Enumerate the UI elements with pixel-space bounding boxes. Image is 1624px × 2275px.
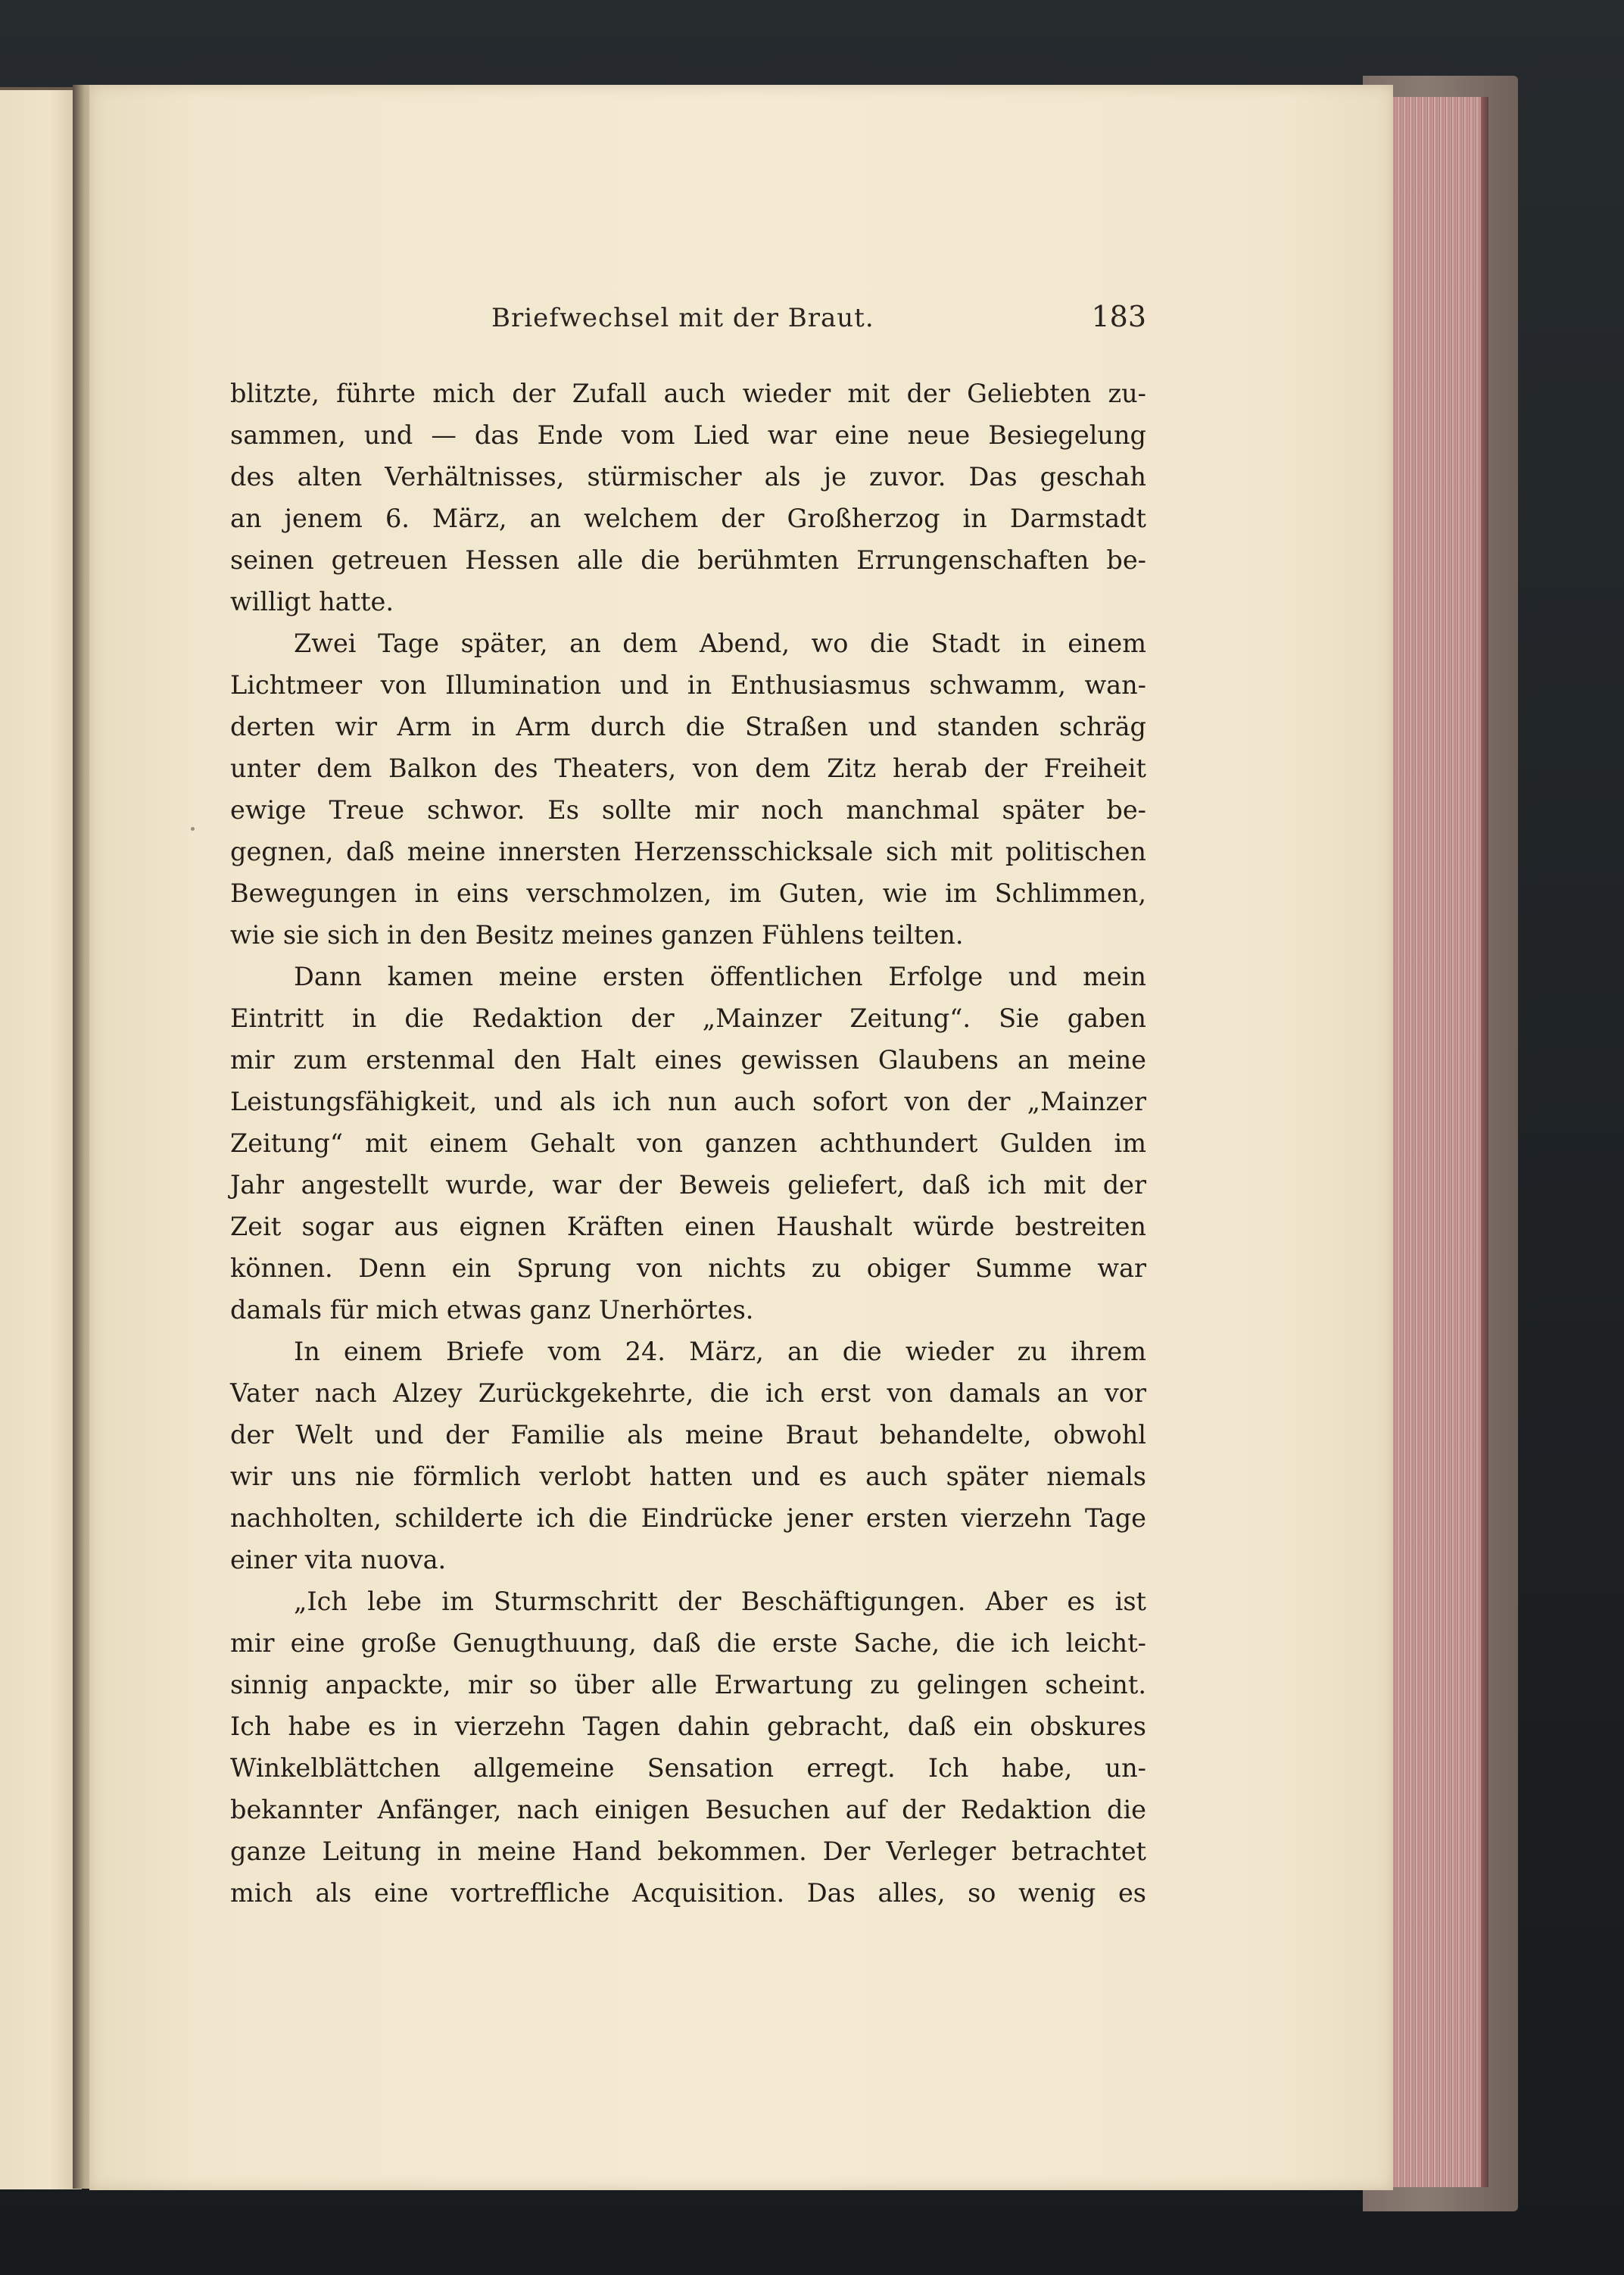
text-line: Eintritt in die Redaktion der „Mainzer Zeitung“. Sie gaben bbox=[230, 1003, 1146, 1033]
text-line: einer vita nuova. bbox=[230, 1545, 447, 1574]
text-line: Bewegungen in eins verschmolzen, im Guten, wie im Schlimmen, bbox=[230, 878, 1146, 908]
text-line: seinen getreuen Hessen alle die berühmten Errungenschaften be- bbox=[230, 545, 1146, 575]
text-line: Zwei Tage später, an dem Abend, wo die Stadt in einem bbox=[294, 629, 1146, 658]
text-line: ganze Leitung in meine Hand bekommen. Der Verleger betrachtet bbox=[230, 1837, 1146, 1866]
text-line: Leistungsfähigkeit, und als ich nun auch sofort von der „Mainzer bbox=[230, 1087, 1146, 1116]
text-line: In einem Briefe vom 24. März, an die wieder zu ihrem bbox=[294, 1337, 1146, 1366]
text-line: Lichtmeer von Illumination und in Enthusiasmus schwamm, wan- bbox=[230, 670, 1146, 700]
page-header bbox=[230, 300, 1146, 348]
text-line: Zeit sogar aus eignen Kräften einen Haushalt würde bestreiten bbox=[230, 1212, 1146, 1241]
text-line: Ich habe es in vierzehn Tagen dahin gebracht, daß ein obskures bbox=[230, 1712, 1146, 1741]
text-line: gegnen, daß meine innersten Herzensschicksale sich mit politischen bbox=[230, 837, 1146, 866]
text-line: willigt hatte. bbox=[230, 587, 394, 616]
text-line: mir zum erstenmal den Halt eines gewissen Glaubens an meine bbox=[230, 1045, 1146, 1075]
text-line: unter dem Balkon des Theaters, von dem Zitz herab der Freiheit bbox=[230, 754, 1146, 783]
body-text bbox=[230, 373, 1146, 1914]
text-line: Zeitung“ mit einem Gehalt von ganzen achthundert Gulden im bbox=[230, 1128, 1146, 1158]
text-line: des alten Verhältnisses, stürmischer als je zuvor. Das geschah bbox=[230, 462, 1146, 492]
text-line: wie sie sich in den Besitz meines ganzen Fühlens teilten. bbox=[230, 920, 964, 950]
text-line: nachholten, schilderte ich die Eindrücke jener ersten vierzehn Tage bbox=[230, 1503, 1146, 1533]
text-line: Winkelblättchen allgemeine Sensation erregt. Ich habe, un- bbox=[230, 1753, 1146, 1783]
paper-speck bbox=[191, 827, 195, 831]
facing-page-edge bbox=[0, 87, 82, 2189]
page-number: 183 bbox=[1091, 300, 1146, 333]
text-line: damals für mich etwas ganz Unerhörtes. bbox=[230, 1295, 754, 1325]
text-line: Jahr angestellt wurde, war der Beweis geliefert, daß ich mit der bbox=[230, 1170, 1146, 1200]
text-line: bekannter Anfänger, nach einigen Besuchen auf der Redaktion die bbox=[230, 1795, 1146, 1824]
text-line: wir uns nie förmlich verlobt hatten und es auch später niemals bbox=[230, 1462, 1146, 1491]
text-line: sammen, und — das Ende vom Lied war eine neue Besiegelung bbox=[230, 420, 1146, 450]
text-line: an jenem 6. März, an welchem der Großherzog in Darmstadt bbox=[230, 504, 1146, 533]
text-line: Vater nach Alzey Zurückgekehrte, die ich erst von damals an vor bbox=[230, 1378, 1146, 1408]
text-line: ewige Treue schwor. Es sollte mir noch manchmal später be- bbox=[230, 795, 1146, 825]
text-line: „Ich lebe im Sturmschritt der Beschäftigungen. Aber es ist bbox=[294, 1587, 1146, 1616]
text-line: blitzte, führte mich der Zufall auch wieder mit der Geliebten zu- bbox=[230, 379, 1146, 408]
text-line: der Welt und der Familie als meine Braut behandelte, obwohl bbox=[230, 1420, 1146, 1450]
text-line: mir eine große Genugthuung, daß die erste Sache, die ich leicht- bbox=[230, 1628, 1146, 1658]
text-line: können. Denn ein Sprung von nichts zu obiger Summe war bbox=[230, 1253, 1146, 1283]
text-line: mich als eine vortreffliche Acquisition. Das alles, so wenig es bbox=[230, 1878, 1146, 1908]
text-line: sinnig anpackte, mir so über alle Erwartung zu gelingen scheint. bbox=[230, 1670, 1146, 1699]
text-line: Dann kamen meine ersten öffentlichen Erfolge und mein bbox=[294, 962, 1146, 991]
text-line: derten wir Arm in Arm durch die Straßen und standen schräg bbox=[230, 712, 1146, 741]
running-title: Briefwechsel mit der Braut. bbox=[491, 303, 874, 333]
page-block-edges bbox=[1389, 97, 1481, 2187]
